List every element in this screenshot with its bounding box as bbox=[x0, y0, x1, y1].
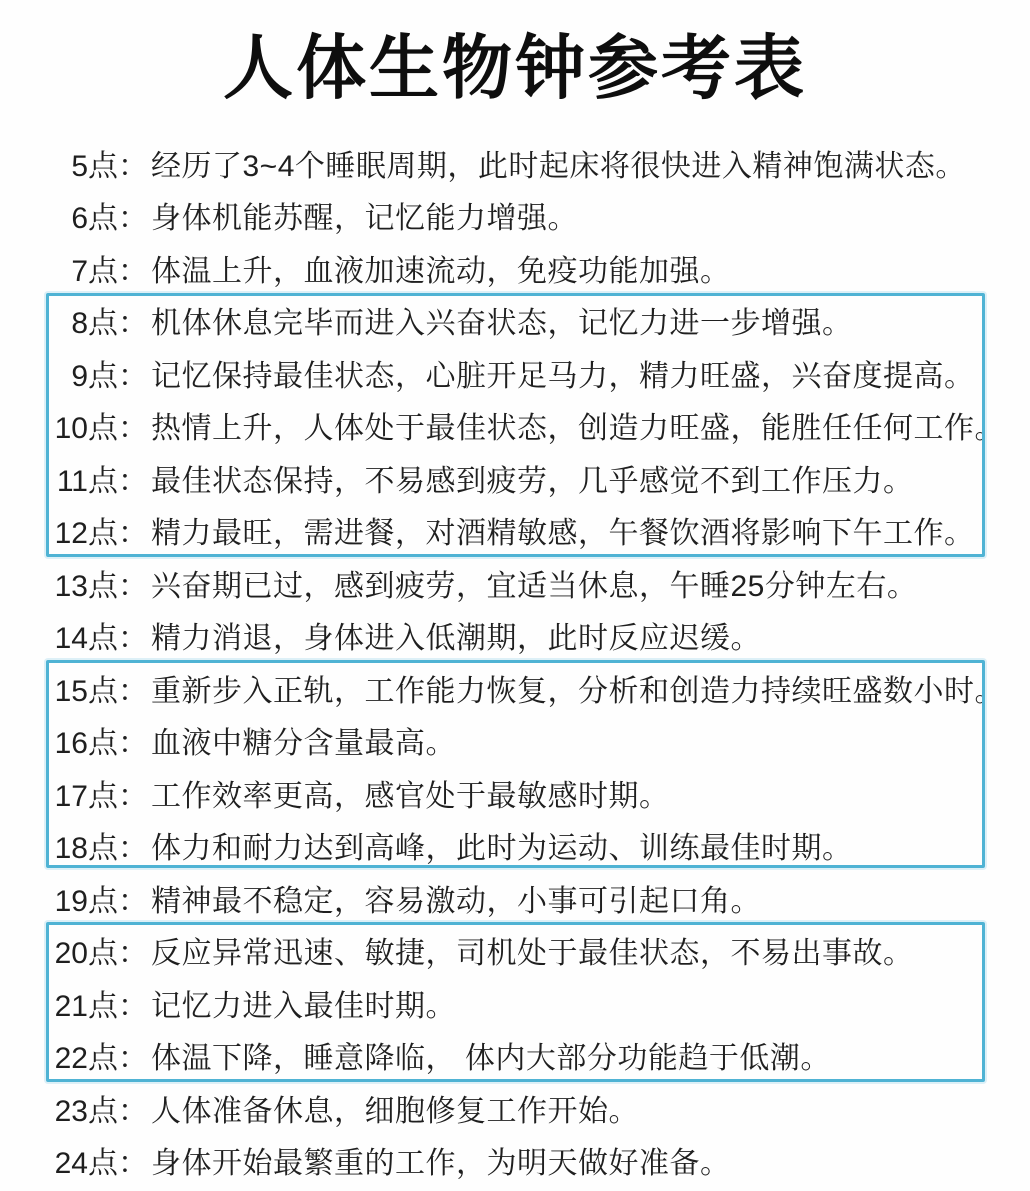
hour-label: 19点： bbox=[54, 884, 148, 918]
table-row bbox=[0, 504, 1030, 557]
table-row bbox=[0, 819, 1030, 872]
hour-description: 工作效率更高，感官处于最敏感时期。 bbox=[151, 779, 670, 813]
hour-label: 22点： bbox=[54, 1042, 148, 1076]
table-row bbox=[0, 609, 1030, 662]
hour-label: 10点： bbox=[54, 412, 148, 446]
hour-label: 14点： bbox=[54, 622, 148, 656]
hour-label: 23点： bbox=[54, 1094, 148, 1128]
hour-description: 精力消退，身体进入低潮期，此时反应迟缓。 bbox=[151, 622, 761, 656]
hour-description: 经历了3~4个睡眠周期，此时起床将很快进入精神饱满状态。 bbox=[151, 149, 966, 183]
hour-label: 20点： bbox=[54, 937, 148, 971]
table-row bbox=[0, 137, 1030, 190]
table-row bbox=[0, 347, 1030, 400]
hour-description: 身体开始最繁重的工作，为明天做好准备。 bbox=[151, 1147, 731, 1181]
table-row bbox=[0, 924, 1030, 977]
hour-label: 17点： bbox=[54, 779, 148, 813]
table-row bbox=[0, 767, 1030, 820]
table-row bbox=[0, 294, 1030, 347]
hour-label: 5点： bbox=[71, 149, 148, 183]
hour-label: 13点： bbox=[54, 569, 148, 603]
hour-description: 体力和耐力达到高峰，此时为运动、训练最佳时期。 bbox=[151, 832, 853, 866]
hour-label: 16点： bbox=[54, 727, 148, 761]
table-row bbox=[0, 452, 1030, 505]
table-row bbox=[0, 1082, 1030, 1135]
table-row bbox=[0, 189, 1030, 242]
hour-label: 24点： bbox=[54, 1147, 148, 1181]
hour-label: 9点： bbox=[71, 359, 148, 393]
table-row bbox=[0, 1134, 1030, 1187]
hour-description: 体温上升，血液加速流动，免疫功能加强。 bbox=[151, 254, 731, 288]
table-row bbox=[0, 662, 1030, 715]
hour-label: 12点： bbox=[54, 517, 148, 551]
hour-description: 精神最不稳定，容易激动，小事可引起口角。 bbox=[151, 884, 761, 918]
hour-description: 重新步入正轨，工作能力恢复，分析和创造力持续旺盛数小时。 bbox=[151, 674, 1005, 708]
hour-description: 身体机能苏醒，记忆能力增强。 bbox=[151, 202, 578, 236]
hour-description: 反应异常迅速、敏捷，司机处于最佳状态，不易出事故。 bbox=[151, 937, 914, 971]
hour-description: 体温下降，睡意降临， 体内大部分功能趋于低潮。 bbox=[151, 1042, 831, 1076]
hour-description: 精力最旺，需进餐，对酒精敏感，午餐饮酒将影响下午工作。 bbox=[151, 517, 975, 551]
table-row bbox=[0, 1029, 1030, 1082]
hour-description: 机体休息完毕而进入兴奋状态，记忆力进一步增强。 bbox=[151, 307, 853, 341]
hour-label: 8点： bbox=[71, 307, 148, 341]
hour-label: 7点： bbox=[71, 254, 148, 288]
hour-description: 热情上升，人体处于最佳状态，创造力旺盛，能胜任任何工作。 bbox=[151, 412, 1005, 446]
hour-label: 18点： bbox=[54, 832, 148, 866]
table-row bbox=[0, 242, 1030, 295]
table-row bbox=[0, 872, 1030, 925]
hour-label: 11点： bbox=[56, 464, 148, 498]
table-row bbox=[0, 557, 1030, 610]
hour-description: 兴奋期已过，感到疲劳，宜适当休息，午睡25分钟左右。 bbox=[151, 569, 918, 603]
hour-description: 血液中糖分含量最高。 bbox=[151, 727, 456, 761]
page-title: 人体生物钟参考表 bbox=[223, 29, 807, 107]
table-row bbox=[0, 399, 1030, 452]
hour-description: 记忆保持最佳状态，心脏开足马力，精力旺盛，兴奋度提高。 bbox=[151, 359, 975, 393]
table-row bbox=[0, 977, 1030, 1030]
hour-description: 记忆力进入最佳时期。 bbox=[151, 989, 456, 1023]
hour-list bbox=[0, 137, 1030, 1187]
hour-description: 最佳状态保持，不易感到疲劳，几乎感觉不到工作压力。 bbox=[151, 464, 914, 498]
hour-label: 21点： bbox=[54, 989, 148, 1023]
hour-label: 6点： bbox=[71, 202, 148, 236]
hour-label: 15点： bbox=[54, 674, 148, 708]
hour-description: 人体准备休息，细胞修复工作开始。 bbox=[151, 1094, 639, 1128]
table-row bbox=[0, 714, 1030, 767]
